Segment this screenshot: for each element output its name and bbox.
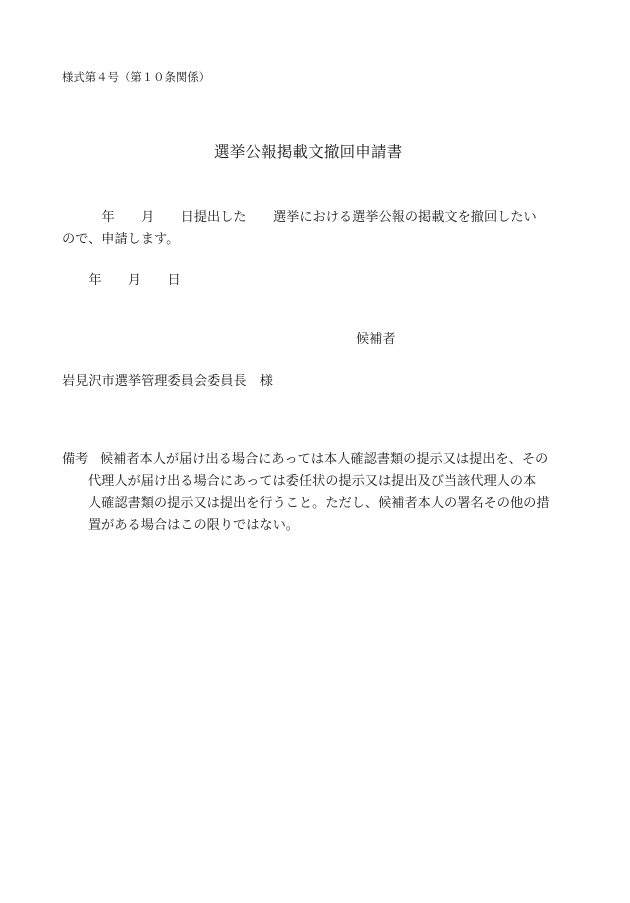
remarks-line: 候補者本人が届け出る場合にあっては本人確認書類の提示又は提出を、その — [100, 452, 549, 467]
remarks-label: 備考 — [62, 452, 89, 467]
form-number: 様式第４号（第１０条関係） — [62, 70, 211, 84]
body-text-line: 年 月 日提出した 選挙における選挙公報の掲載文を撤回したい — [62, 210, 537, 225]
document-title: 選挙公報掲載文撤回申請書 — [214, 143, 403, 161]
remarks-line: 置がある場合はこの限りではない。 — [88, 518, 299, 533]
body-text-line: ので、申請します。 — [62, 232, 180, 247]
date-line: 年 月 日 — [62, 273, 181, 288]
addressee: 岩見沢市選挙管理委員会委員長 様 — [62, 374, 273, 389]
applicant-label: 候補者 — [356, 332, 396, 347]
remarks-line: 代理人が届け出る場合にあっては委任状の提示又は提出及び当該代理人の本 — [88, 474, 537, 489]
remarks-line: 人確認書類の提示又は提出を行うこと。ただし、候補者本人の署名その他の措 — [88, 496, 550, 511]
